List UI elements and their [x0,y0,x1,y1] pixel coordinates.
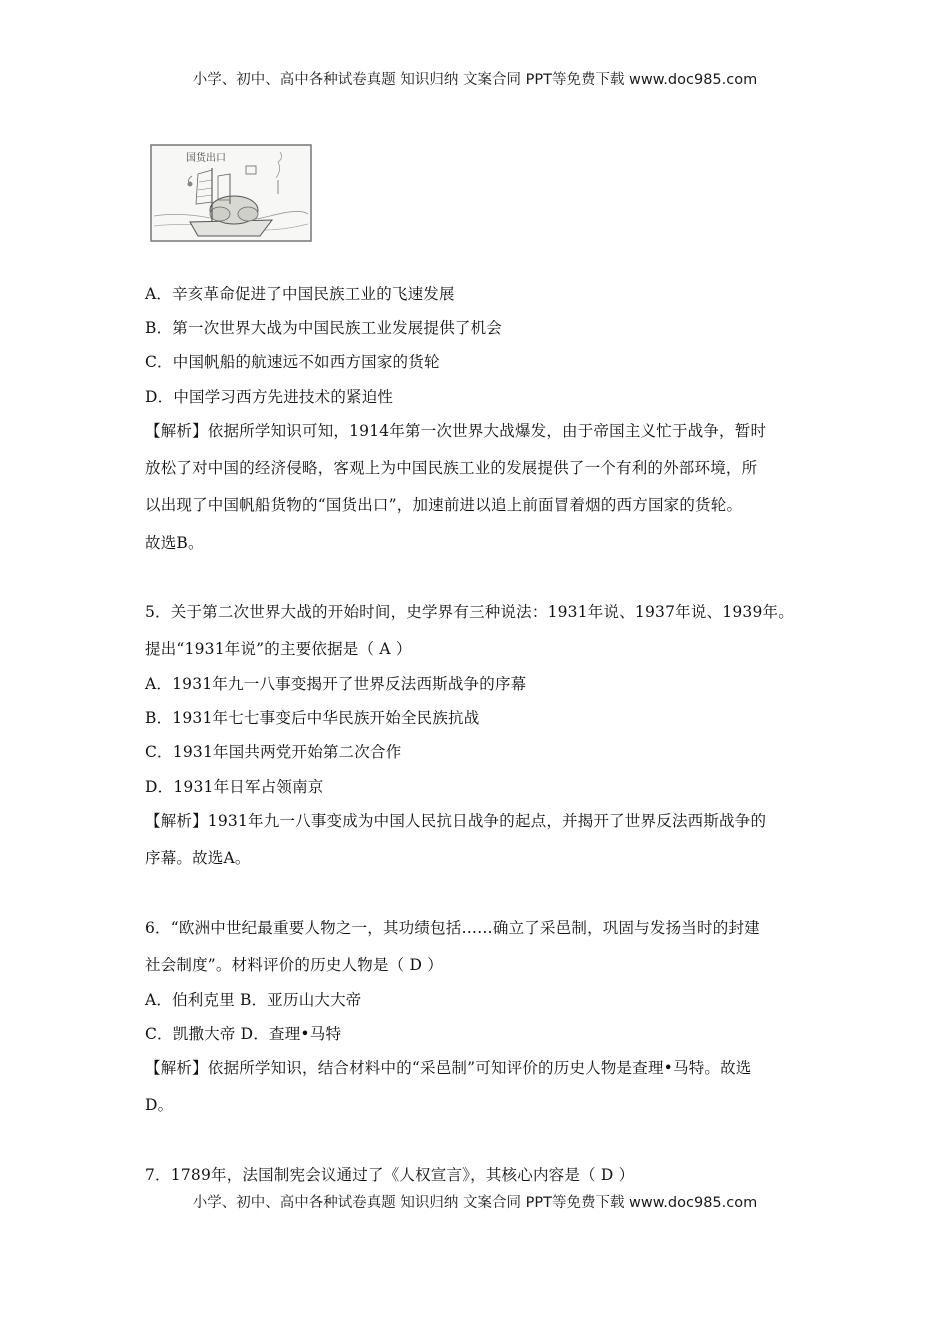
cartoon-figure [150,144,312,242]
q6-option-cd: C．凯撒大帝 D．查理•马特 [145,1025,342,1043]
q5-analysis-line: 序幕。故选A。 [145,849,251,867]
page-header: 小学、初中、高中各种试卷真题 知识归纳 文案合同 PPT等免费下载 www.doc985.com [192,72,758,88]
q5-stem-line: 提出“1931年说”的主要依据是（ A ） [145,640,412,658]
q4-analysis-line: 【解析】依据所学知识可知，1914年第一次世界大战爆发，由于帝国主义忙于战争，暂时 [145,422,767,440]
q5-option-c: C．1931年国共两党开始第二次合作 [145,743,402,761]
q7-stem-line: 7．1789年，法国制宪会议通过了《人权宣言》，其核心内容是（ D ） [145,1166,635,1184]
q5-option-d: D．1931年日军占领南京 [145,778,324,796]
page-footer: 小学、初中、高中各种试卷真题 知识归纳 文案合同 PPT等免费下载 www.doc985.com [192,1195,758,1211]
q6-analysis-line: 【解析】依据所学知识，结合材料中的“采邑制”可知评价的历史人物是查理•马特。故选 [145,1059,752,1077]
q6-stem-line: 社会制度”。材料评价的历史人物是（ D ） [145,956,443,974]
q4-analysis-line: 故选B。 [145,534,204,552]
q5-stem-line: 5．关于第二次世界大战的开始时间，史学界有三种说法：1931年说、1937年说、1939年。 [145,603,794,621]
q6-stem-line: 6．“欧洲中世纪最重要人物之一，其功绩包括……确立了采邑制，巩固与发扬当时的封建 [145,919,760,937]
q4-analysis-line: 以出现了中国帆船货物的“国货出口”，加速前进以追上前面冒着烟的西方国家的货轮。 [145,496,743,514]
q6-option-ab: A．伯利克里 B．亚历山大大帝 [145,991,362,1009]
q4-option-d: D．中国学习西方先进技术的紧迫性 [145,388,394,406]
figure-caption: 国货出口 [186,153,226,164]
q5-analysis-line: 【解析】1931年九一八事变成为中国人民抗日战争的起点，并揭开了世界反法西斯战争的 [145,812,767,830]
q6-analysis-line: D。 [145,1096,174,1114]
q4-option-b: B．第一次世界大战为中国民族工业发展提供了机会 [145,319,502,337]
q4-option-a: A．辛亥革命促进了中国民族工业的飞速发展 [145,285,455,303]
q5-option-b: B．1931年七七事变后中华民族开始全民族抗战 [145,709,480,727]
q5-option-a: A．1931年九一八事变揭开了世界反法西斯战争的序幕 [145,675,527,693]
q4-analysis-line: 放松了对中国的经济侵略，客观上为中国民族工业的发展提供了一个有利的外部环境，所 [145,459,758,477]
q4-option-c: C．中国帆船的航速远不如西方国家的货轮 [145,353,440,371]
